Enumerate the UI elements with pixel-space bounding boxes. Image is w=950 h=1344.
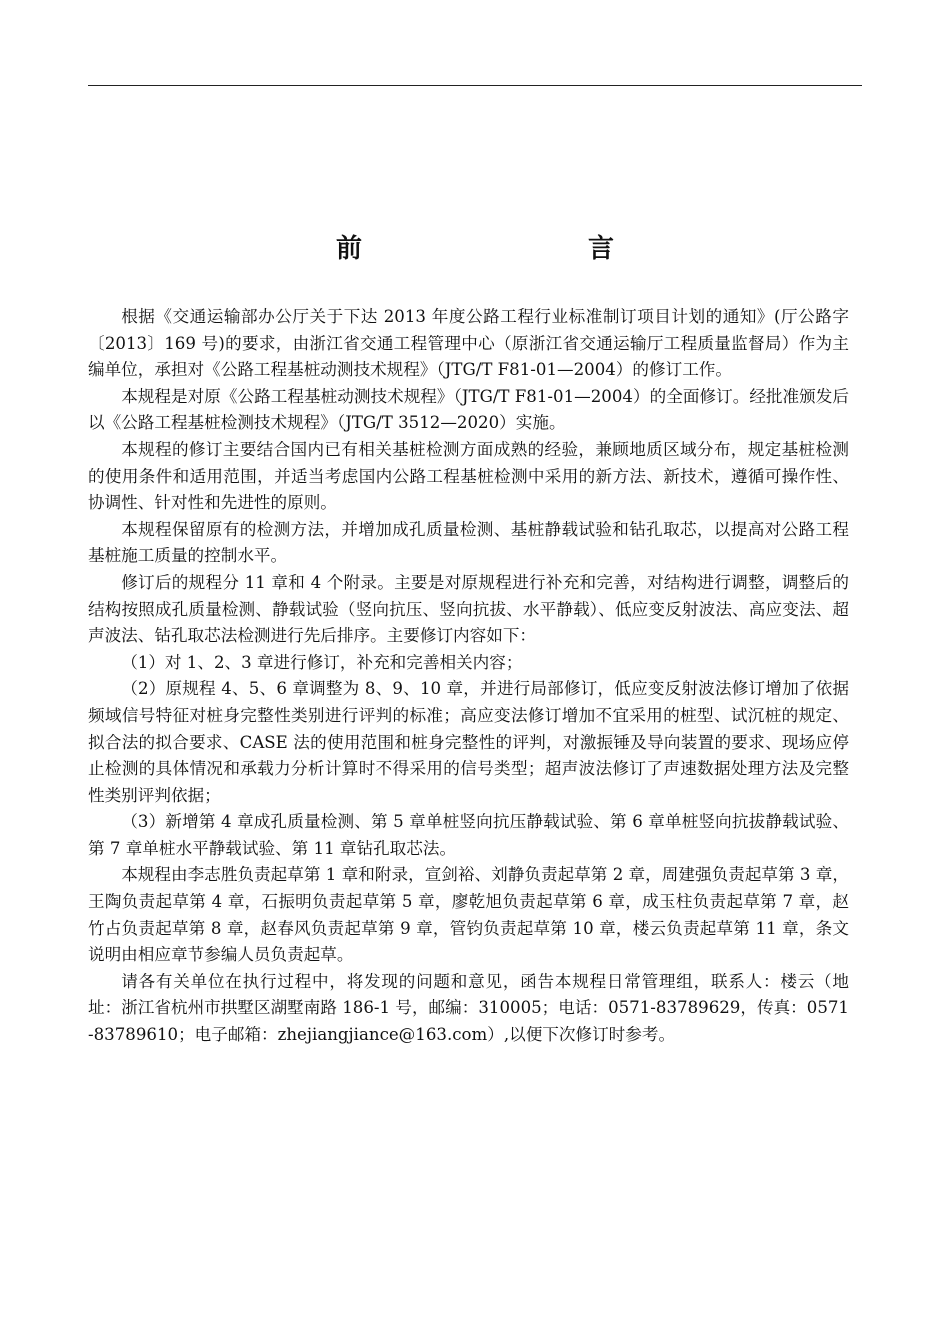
paragraph-8: （3）新增第 4 章成孔质量检测、第 5 章单桩竖向抗压静载试验、第 6 章单桩竖向抗拔静载试验、第 7 章单桩水平静载试验、第 11 章钻孔取芯法。: [88, 812, 849, 858]
paragraph-9: 本规程由李志胜负责起草第 1 章和附录，宣剑裕、刘静负责起草第 2 章，周建强负责起草第 3 章，王陶负责起草第 4 章，石振明负责起草第 5 章，廖乾旭负责起草第 6 章，成玉柱负责起草第 7 章，赵竹占负责起草第 8 章，赵春风负责起草第 9 章，管钧负责起草第 10 章，楼云负责起草第 11 章，条文说明由相应章节参编人员负责起草。: [88, 865, 849, 965]
paragraph-2: 本规程是对原《公路工程基桩动测技术规程》（JTG/T F81-01—2004）的全面修订。经批准颁发后以《公路工程基桩检测技术规程》（JTG/T 3512—2020）实施。: [88, 386, 849, 433]
paragraph-10: 请各有关单位在执行过程中，将发现的问题和意见，函告本规程日常管理组，联系人：楼云（地址：浙江省杭州市拱墅区湖墅南路 186-1 号，邮编：310005；电话：0571-83789629，传真：0571-83789610；电子邮箱：zhejiangjiance@163.com）,以便下次修订时参考。: [88, 971, 849, 1045]
paragraph-6: （1）对 1、2、3 章进行修订，补充和完善相关内容；: [121, 652, 523, 672]
page-title: 前 言: [335, 234, 672, 264]
paragraph-3: 本规程的修订主要结合国内已有相关基桩检测方面成熟的经验，兼顾地质区域分布，规定基桩检测的使用条件和适用范围，并适当考虑国内公路工程基桩检测中采用的新方法、新技术，遵循可操作性、协调性、针对性和先进性的原则。: [88, 439, 849, 513]
header-rule: [88, 85, 862, 86]
paragraph-1: 根据《交通运输部办公厅关于下达 2013 年度公路工程行业标准制订项目计划的通知》(厅公路字〔2013〕169 号)的要求，由浙江省交通工程管理中心（原浙江省交通运输厅工程质量监督局）作为主编单位，承担对《公路工程基桩动测技术规程》（JTG/T F81-01—2004）的修订工作。: [88, 307, 849, 380]
paragraph-7: （2）原规程 4、5、6 章调整为 8、9、10 章，并进行局部修订，低应变反射波法修订增加了依据频域信号特征对桩身完整性类别进行评判的标准；高应变法修订增加不宜采用的桩型、试沉桩的规定、拟合法的拟合要求、CASE 法的使用范围和桩身完整性的评判，对激振锤及导向装置的要求、现场应停止检测的具体情况和承载力分析计算时不得采用的信号类型；超声波法修订了声速数据处理方法及完整性类别评判依据；: [88, 679, 849, 805]
paragraph-5: 修订后的规程分 11 章和 4 个附录。主要是对原规程进行补充和完善，对结构进行调整，调整后的结构按照成孔质量检测、静载试验（竖向抗压、竖向抗拔、水平静载）、低应变反射波法、高应变法、超声波法、钻孔取芯法检测进行先后排序。主要修订内容如下：: [88, 572, 849, 646]
preface-body: [88, 304, 849, 1049]
paragraph-4: 本规程保留原有的检测方法，并增加成孔质量检测、基桩静载试验和钻孔取芯，以提高对公路工程基桩施工质量的控制水平。: [88, 519, 849, 566]
